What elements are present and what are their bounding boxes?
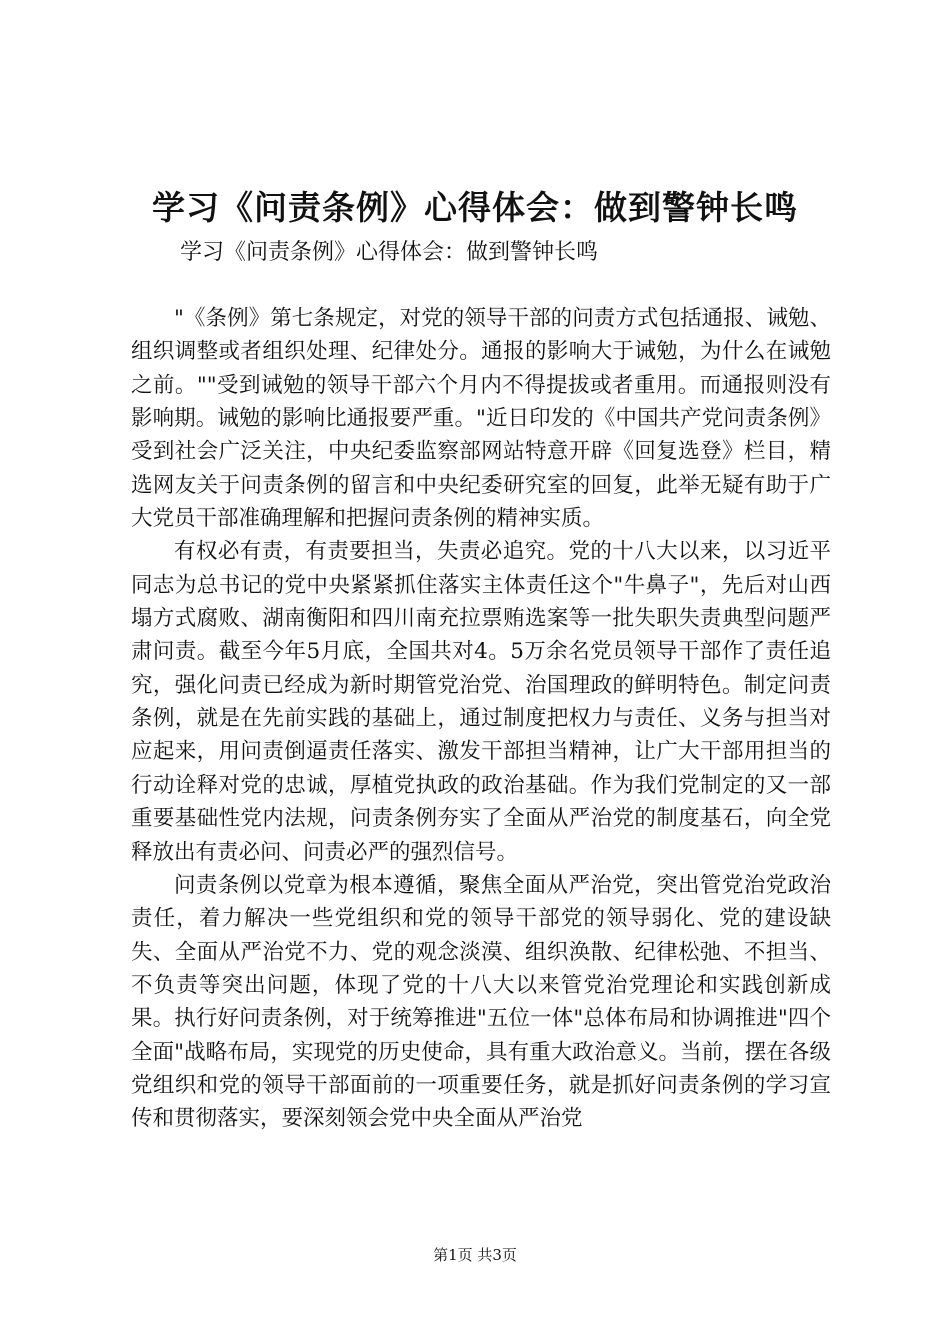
page-footer: 第1页 共3页 — [433, 1246, 517, 1264]
body-paragraph: 有权必有责，有责要担当，失责必追究。党的十八大以来，以习近平同志为总书记的党中央紧紧抓住落实主体责任这个"牛鼻子"，先后对山西塌方式腐败、湖南衡阳和四川南充拉票贿选案等一批失职失责典型问题严肃问责。截至今年5月底，全国共对4。5万余名党员领导干部作了责任追究，强化问责已经成为新时期管党治党、治国理政的鲜明特色。制定问责条例，就是在先前实践的基础上，通过制度把权力与责任、义务与担当对应起来，用问责倒逼责任落实、激发干部担当精神，让广大干部用担当的行动诠释对党的忠诚，厚植党执政的政治基础。作为我们党制定的又一部重要基础性党内法规，问责条例夯实了全面从严治党的制度基石，向全党释放出有责必问、问责必严的强烈信号。 — [131, 539, 831, 865]
document-body — [131, 302, 831, 1136]
document-title: 学习《问责条例》心得体会：做到警钟长鸣 — [152, 188, 798, 227]
body-paragraph: 问责条例以党章为根本遵循，聚焦全面从严治党，突出管党治党政治责任，着力解决一些党组织和党的领导干部党的领导弱化、党的建设缺失、全面从严治党不力、党的观念淡漠、组织涣散、纪律松弛、不担当、不负责等突出问题，体现了党的十八大以来管党治党理论和实践创新成果。执行好问责条例，对于统筹推进"五位一体"总体布局和协调推进"四个全面"战略布局，实现党的历史使命，具有重大政治意义。当前，摆在各级党组织和党的领导干部面前的一项重要任务，就是抓好问责条例的学习宣传和贯彻落实，要深刻领会党中央全面从严治党 — [131, 872, 831, 1132]
body-paragraph: "《条例》第七条规定，对党的领导干部的问责方式包括通报、诫勉、组织调整或者组织处理、纪律处分。通报的影响大于诫勉，为什么在诫勉之前。""受到诫勉的领导干部六个月内不得提拔或者重用。而通报则没有影响期。诫勉的影响比通报要严重。"近日印发的《中国共产党问责条例》受到社会广泛关注，中央纪委监察部网站特意开辟《回复选登》栏目，精选网友关于问责条例的留言和中央纪委研究室的回复，此举无疑有助于广大党员干部准确理解和把握问责条例的精神实质。 — [131, 306, 831, 532]
document-subtitle: 学习《问责条例》心得体会：做到警钟长鸣 — [180, 240, 599, 265]
